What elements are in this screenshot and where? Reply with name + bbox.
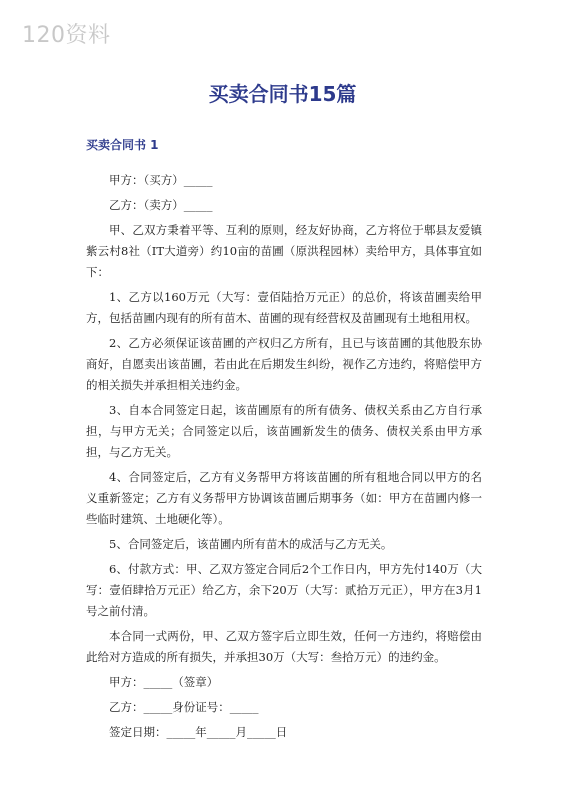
clause-4: 4、合同签定后，乙方有义务帮甲方将该苗圃的所有租地合同以甲方的名义重新签定；乙方有义务帮甲方协调该苗圃后期事务（如：甲方在苗圃内修一些临时建筑、土地硬化等）。 <box>86 470 482 526</box>
watermark-logo: 120资料 <box>22 23 111 48</box>
contract-body <box>86 170 482 747</box>
signature-party-a: 甲方：_____（签章） <box>109 675 219 689</box>
party-a-line: 甲方：（买方）_____ <box>109 173 213 187</box>
clause-2: 2、乙方必须保证该苗圃的产权归乙方所有，且已与该苗圃的其他股东协商好，自愿卖出该苗圃，若由此在后期发生纠纷，视作乙方违约，将赔偿甲方的相关损失并承担相关违约金。 <box>86 336 482 392</box>
signing-date: 签定日期：_____年_____月_____日 <box>109 725 288 739</box>
preamble-paragraph: 甲、乙双方秉着平等、互利的原则，经友好协商，乙方将位于郫县友爱镇紫云村8社（IT大道旁）约10亩的苗圃（原洪程园林）卖给甲方，具体事宜如下： <box>86 223 482 279</box>
section-title: 买卖合同书 1 <box>86 138 159 152</box>
clause-3: 3、自本合同签定日起，该苗圃原有的所有债务、债权关系由乙方自行承担，与甲方无关；合同签定以后，该苗圃新发生的债务、债权关系由甲方承担，与乙方无关。 <box>86 403 482 459</box>
clause-1: 1、乙方以160万元（大写：壹佰陆拾万元正）的总价，将该苗圃卖给甲方，包括苗圃内现有的所有苗木、苗圃的现有经营权及苗圃现有土地租用权。 <box>86 290 482 325</box>
document-title: 买卖合同书15篇 <box>208 82 357 106</box>
signature-party-b: 乙方：_____身份证号：_____ <box>109 700 259 714</box>
clause-5: 5、合同签定后，该苗圃内所有苗木的成活与乙方无关。 <box>109 537 393 551</box>
party-b-line: 乙方：（卖方）_____ <box>109 198 213 212</box>
clause-6: 6、付款方式：甲、乙双方签定合同后2个工作日内，甲方先付140万（大写：壹佰肆拾万元正）给乙方，余下20万（大写：贰拾万元正），甲方在3月1号之前付清。 <box>86 562 482 618</box>
effectiveness-paragraph: 本合同一式两份，甲、乙双方签字后立即生效，任何一方违约，将赔偿由此给对方造成的所有损失，并承担30万（大写：叁拾万元）的违约金。 <box>86 629 482 664</box>
